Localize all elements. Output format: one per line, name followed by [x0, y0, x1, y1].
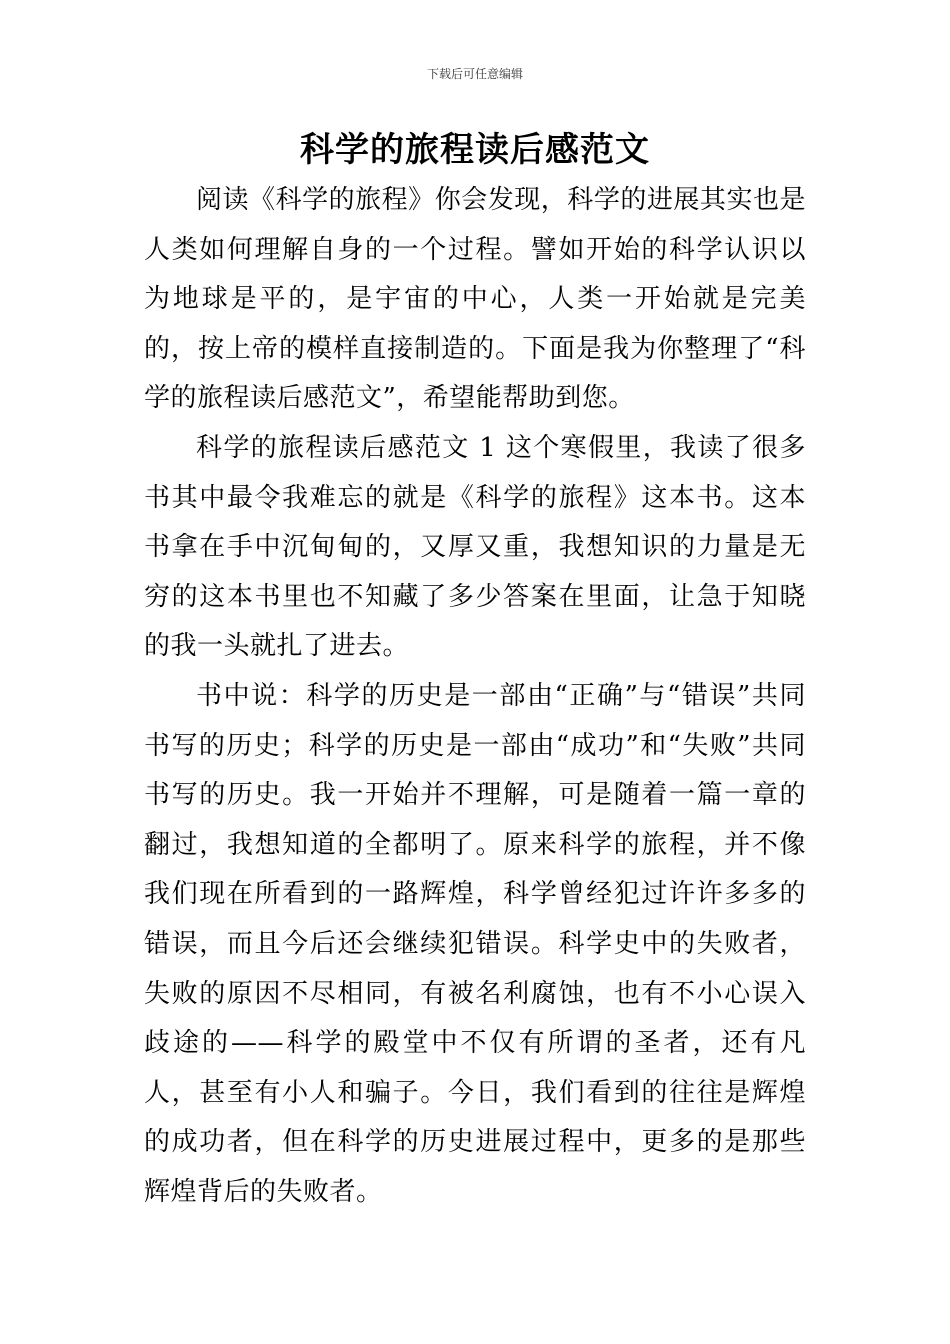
- paragraph-intro: 阅读《科学的旅程》你会发现，科学的进展其实也是人类如何理解自身的一个过程。譬如开始的科学认识以为地球是平的，是宇宙的中心，人类一开始就是完美的，按上帝的模样直接制造的。下面是我为你整理了“科学的旅程读后感范文”，希望能帮助到您。: [144, 185, 806, 414]
- document-title: 科学的旅程读后感范文: [300, 130, 650, 170]
- paragraph-essay-1-opening: 科学的旅程读后感范文 1 这个寒假里，我读了很多书其中最令我难忘的就是《科学的旅程》这本书。这本书拿在手中沉甸甸的，又厚又重，我想知识的力量是无穷的这本书里也不知藏了多少答案在里面，让急于知晓的我一头就扎了进去。: [144, 433, 806, 662]
- paragraph-essay-1-body: 书中说：科学的历史是一部由“正确”与“错误”共同书写的历史；科学的历史是一部由“成功”和“失败”共同书写的历史。我一开始并不理解，可是随着一篇一章的翻过，我想知道的全都明了。原来科学的旅程，并不像我们现在所看到的一路辉煌，科学曾经犯过许许多多的错误，而且今后还会继续犯错误。科学史中的失败者，失败的原因不尽相同，有被名利腐蚀，也有不小心误入歧途的——科学的殿堂中不仅有所谓的圣者，还有凡人，甚至有小人和骗子。今日，我们看到的往往是辉煌的成功者，但在科学的历史进展过程中，更多的是那些辉煌背后的失败者。: [144, 681, 806, 1207]
- header-note: 下载后可任意编辑: [426, 67, 523, 81]
